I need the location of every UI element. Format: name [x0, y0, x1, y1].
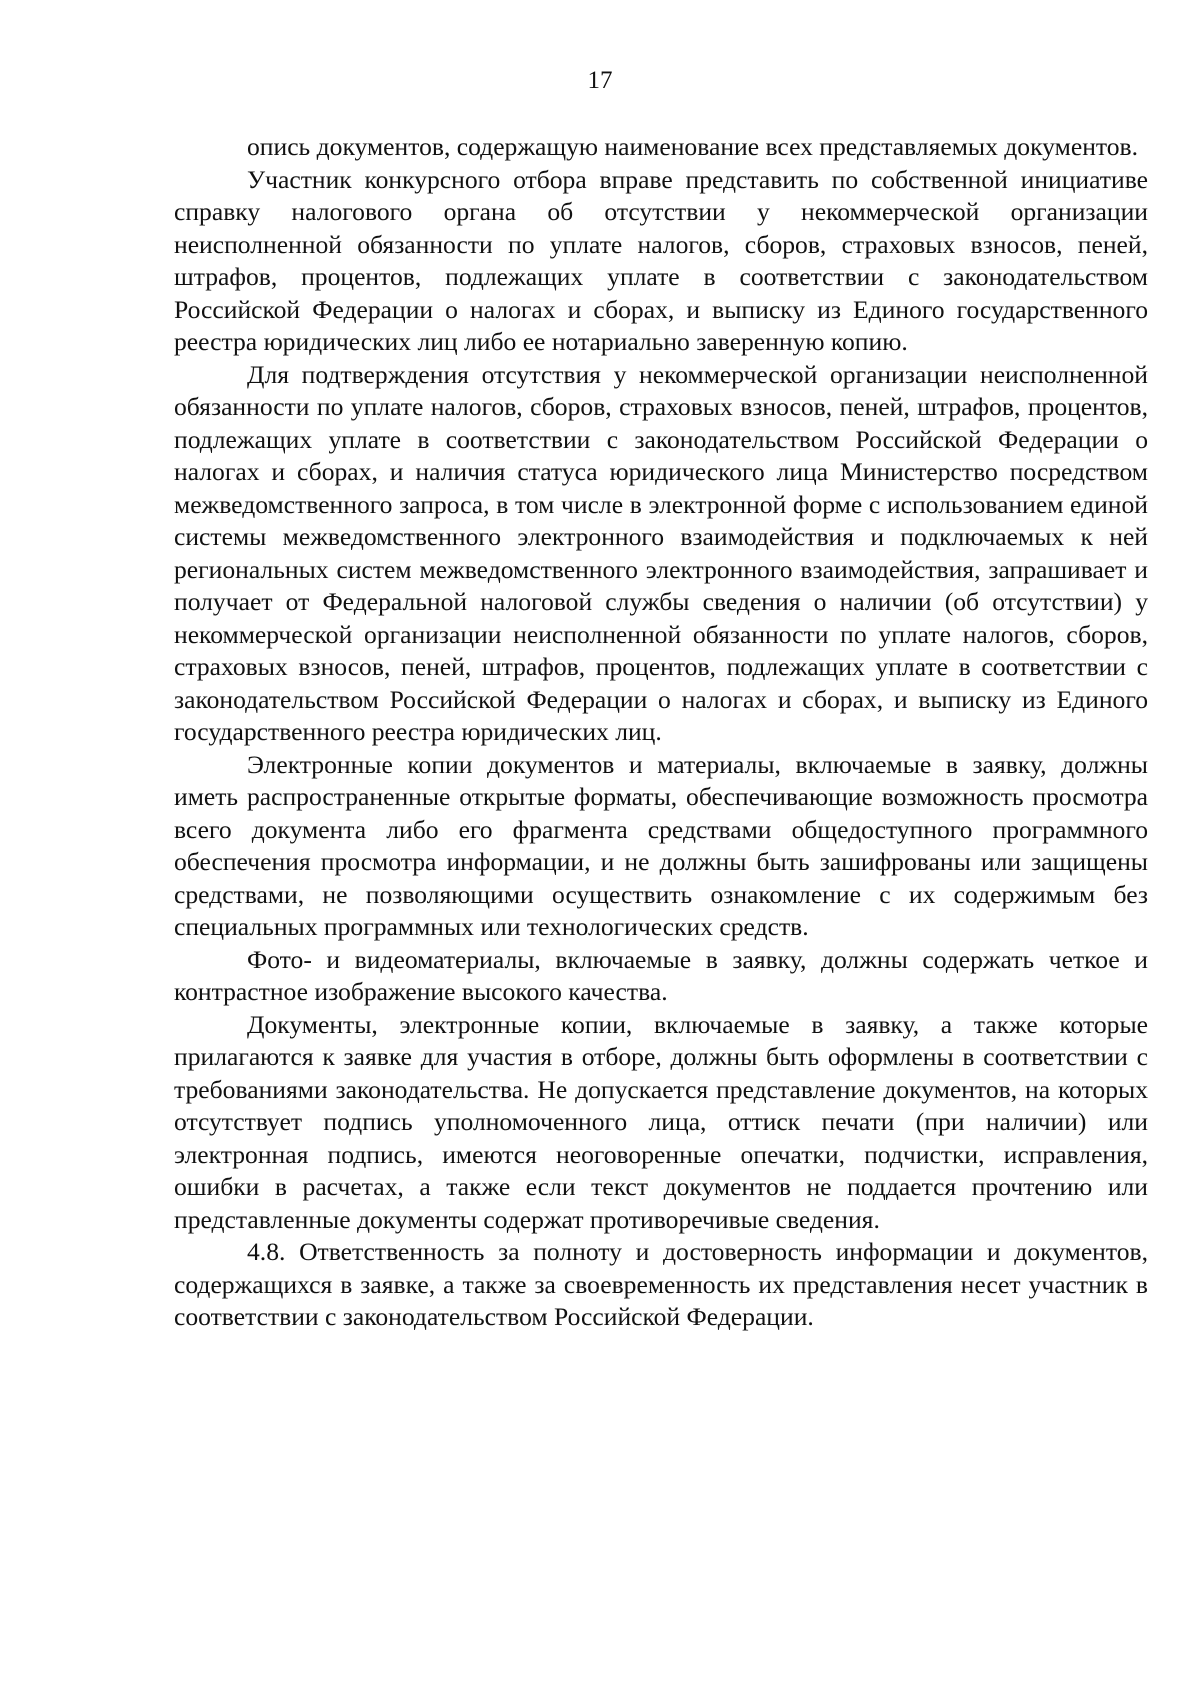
paragraph-electronic-copies: Электронные копии документов и материалы, включаемые в заявку, должны иметь распространенные открытые форматы, обеспечивающие возможность просмотра всего документа либо его фрагмента средствами общедоступного программного обеспечения просмотра информации, и не должны быть зашифрованы или защищены средствами, не позволяющими осуществить ознакомление с их содержимым без специальных программных или технологических средств.	[174, 749, 1148, 941]
paragraph-document-inventory: опись документов, содержащую наименование всех представляемых документов.	[247, 132, 1139, 161]
paragraph-document-requirements: Документы, электронные копии, включаемые в заявку, а также которые прилагаются к заявке для участия в отборе, должны быть оформлены в соответствии с требованиями законодательства. Не допускается представление документов, на которых отсутствует подпись уполномоченного лица, оттиск печати (при наличии) или электронная подпись, имеются неоговоренные опечатки, подчистки, исправления, ошибки в расчетах, а также если текст документов не поддается прочтению или представленные документы содержат противоречивые сведения.	[174, 1009, 1148, 1234]
document-body	[174, 131, 1148, 1334]
page-number: 17	[587, 67, 613, 94]
paragraph-section-4-8: 4.8. Ответственность за полноту и достоверность информации и документов, содержащихся в заявке, а также за своевременность их представления несет участник в соответствии с законодательством Российской Федерации.	[174, 1237, 1148, 1331]
paragraph-tax-certificate: Участник конкурсного отбора вправе представить по собственной инициативе справку налогового органа об отсутствии у некоммерческой организации неисполненной обязанности по уплате налогов, сборов, страховых взносов, пеней, штрафов, процентов, подлежащих уплате в соответствии с законодательством Российской Федерации о налогах и сборах, и выписку из Единого государственного реестра юридических лиц либо ее нотариально заверенную копию.	[174, 164, 1148, 356]
paragraph-interagency-request: Для подтверждения отсутствия у некоммерческой организации неисполненной обязанности по уплате налогов, сборов, страховых взносов, пеней, штрафов, процентов, подлежащих уплате в соответствии с законодательством Российской Федерации о налогах и сборах, и наличия статуса юридического лица Министерство посредством межведомственного запроса, в том числе в электронной форме с использованием единой системы межведомственного электронного взаимодействия и подключаемых к ней региональных систем межведомственного электронного взаимодействия, запрашивает и получает от Федеральной налоговой службы сведения о наличии (об отсутствии) у некоммерческой организации неисполненной обязанности по уплате налогов, сборов, страховых взносов, пеней, штрафов, процентов, подлежащих уплате в соответствии с законодательством Российской Федерации о налогах и сборах, и выписку из Единого государственного реестра юридических лиц.	[174, 359, 1148, 746]
paragraph-photo-video: Фото- и видеоматериалы, включаемые в заявку, должны содержать четкое и контрастное изображение высокого качества.	[174, 944, 1148, 1006]
